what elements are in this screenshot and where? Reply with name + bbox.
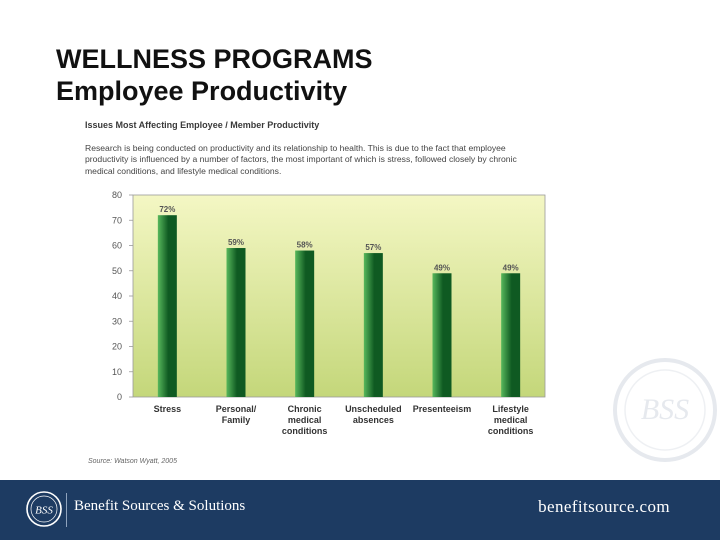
y-tick-label: 70 [111, 215, 122, 226]
x-category-label-line: medical [287, 415, 322, 425]
x-category-label [488, 404, 533, 436]
slide-title-line-2: Employee Productivity [56, 75, 348, 106]
x-category-label-line: Presenteeism [412, 404, 472, 414]
y-tick-label: 30 [111, 316, 122, 327]
bar [227, 248, 246, 397]
x-category-label-line: Personal/ [215, 404, 257, 414]
bar-data-label: 72% [159, 205, 176, 215]
bar-data-label: 58% [296, 240, 313, 250]
x-category-label-line: Chronic [287, 404, 322, 414]
bar-data-label: 57% [365, 243, 382, 253]
footer-logo-text: BSS [35, 504, 53, 517]
y-tick-label: 20 [111, 341, 122, 352]
bar [158, 215, 177, 397]
bar [364, 253, 383, 397]
chart-heading: Issues Most Affecting Employee / Member Productivity [85, 120, 320, 130]
chart-source: Source: Watson Wyatt, 2005 [88, 458, 177, 465]
bar [295, 251, 314, 397]
x-category-label-line: absences [352, 415, 394, 425]
slide-title [56, 44, 373, 108]
y-tick-label: 60 [111, 240, 122, 251]
footer-bar [0, 480, 720, 540]
x-category-label [345, 404, 402, 425]
bar-data-label: 49% [502, 263, 519, 273]
x-category-label-line: Lifestyle [492, 404, 529, 414]
x-category-label-line: Family [221, 415, 251, 425]
x-category-label-line: Unscheduled [345, 404, 402, 414]
footer-divider [66, 493, 67, 527]
x-category-label [282, 404, 328, 436]
bar-data-label: 49% [433, 263, 451, 273]
x-category-label [154, 404, 182, 414]
bar-chart [85, 185, 555, 445]
watermark-text: BSS [640, 393, 690, 426]
x-category-label [413, 404, 472, 414]
x-category-label-line: Stress [153, 404, 182, 414]
x-category-label-line: medical [493, 415, 528, 425]
plot-area [133, 195, 545, 397]
slide-title-line-1: WELLNESS PROGRAMS [56, 44, 373, 74]
x-category-label-line: conditions [487, 426, 534, 436]
bar [501, 273, 520, 397]
footer-company-name: Benefit Sources & Solutions [74, 498, 246, 514]
bar [433, 273, 452, 397]
x-category-label-line: conditions [281, 426, 328, 436]
x-category-label [216, 404, 257, 425]
y-tick-label: 10 [111, 366, 122, 377]
bss-watermark-icon [610, 355, 720, 465]
y-tick-label: 50 [111, 265, 122, 276]
footer-url-link[interactable]: benefitsource.com [538, 497, 670, 516]
y-tick-label: 80 [111, 190, 122, 201]
bar-data-label: 59% [227, 238, 245, 248]
chart-description: Research is being conducted on productivity and its relationship to health. This is due to the fact that employee productivity is influenced by a number of factors, the most important of which is stress, followed closely by chronic medical conditions, and lifestyle medical conditions. [85, 143, 517, 176]
y-tick-label: 0 [116, 392, 122, 403]
bss-logo-icon [24, 489, 64, 529]
y-tick-label: 40 [111, 291, 122, 302]
